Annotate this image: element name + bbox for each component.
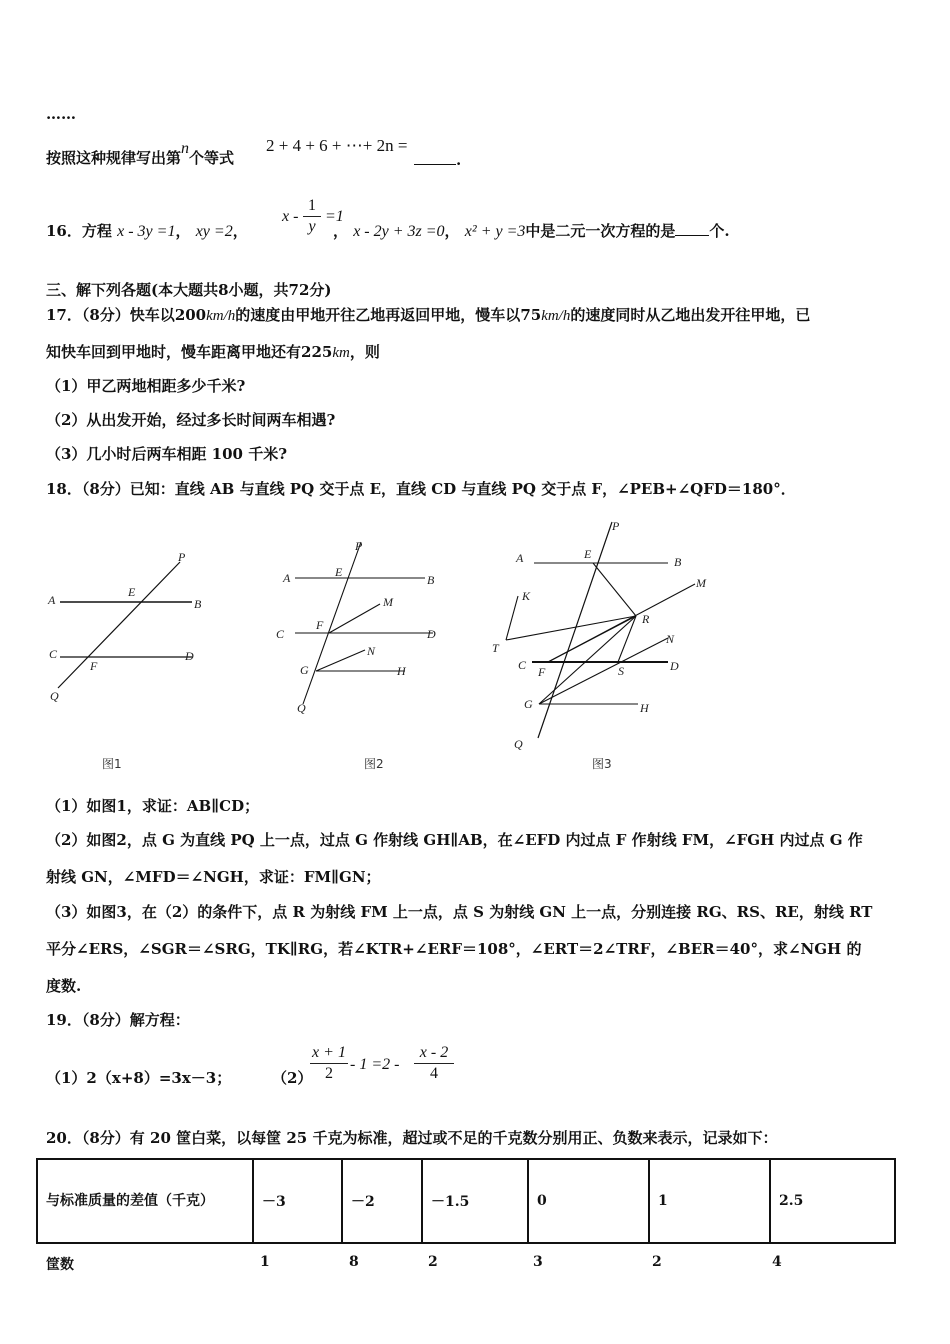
line-pq: [303, 542, 361, 704]
fraction-numerator: x + 1: [310, 1043, 348, 1064]
label-n: N: [666, 632, 675, 646]
label-p: P: [355, 539, 363, 553]
label-a: A: [48, 593, 56, 607]
label-b: B: [427, 573, 435, 587]
table-row: [37, 1159, 895, 1243]
label-g: G: [300, 663, 309, 677]
label-d: D: [185, 649, 194, 663]
label-h: H: [640, 701, 649, 715]
q19-fraction-2: [414, 1043, 454, 1084]
count-cell: 2: [428, 1254, 438, 1270]
fraction-numerator: 1: [303, 196, 321, 217]
q16-eq2: xy =2: [195, 223, 233, 240]
table-cell: 1: [649, 1159, 770, 1243]
table-cell: 2.5: [770, 1159, 895, 1243]
q17-sub1: （1）甲乙两地相距多少千米?: [46, 377, 246, 395]
q17-unit: km/h: [541, 308, 571, 324]
q19-eq2-middle: - 1 =2 -: [350, 1056, 400, 1073]
label-e: E: [128, 585, 136, 599]
label-f: F: [90, 659, 98, 673]
q19-stem: 19．（8分）解方程：: [46, 1011, 190, 1029]
section-heading: 三、解下列各题(本大题共8小题，共72分): [46, 281, 332, 299]
q16-prefix: 16．方程: [46, 222, 112, 240]
line-pq: [538, 522, 612, 738]
label-t: T: [492, 641, 499, 655]
q18-sub3-line3: 度数.: [46, 977, 82, 995]
q18-sub2-line2: 射线 GN，∠MFD＝∠NGH，求证：FM∥GN；: [46, 868, 381, 886]
q16-eq3-fraction: [303, 196, 321, 237]
q17-text: 的速度同时从乙地出发开往甲地，已: [570, 306, 811, 324]
figure-1-caption: 图1: [102, 757, 122, 771]
q19-eq2-label: （2）: [272, 1069, 313, 1087]
count-label: 筐数: [46, 1257, 74, 1273]
figure-3: [480, 512, 730, 775]
q18-sub2-line1: （2）如图2，点 G 为直线 PQ 上一点，过点 G 作射线 GH∥AB，在∠EFD 内过点 F 作射线 FM，∠FGH 内过点 G 作: [46, 831, 863, 849]
count-cell: 4: [772, 1254, 782, 1270]
fraction-denominator: y: [308, 218, 316, 235]
q16-eq1: x - 3y =1: [117, 223, 176, 240]
fraction-denominator: 2: [325, 1065, 333, 1082]
count-cell: 8: [349, 1254, 359, 1270]
pattern-n: n: [181, 140, 190, 157]
label-p: P: [178, 550, 186, 564]
q18-stem: 18．（8分）已知：直线 AB 与直线 PQ 交于点 E，直线 CD 与直线 PQ 交于点 F，∠PEB+∠QFD＝180°．: [46, 480, 796, 498]
segment-rg: [539, 616, 636, 704]
pattern-answer-blank: [414, 150, 461, 170]
table-header-cell: 与标准质量的差值（千克）: [37, 1159, 253, 1243]
q16-end: 个.: [709, 222, 730, 240]
q17-text: 17．（8分）快车以: [46, 306, 175, 324]
segment-re: [593, 563, 636, 616]
blank-line: [675, 221, 709, 236]
label-q: Q: [297, 701, 306, 715]
label-h: H: [397, 664, 406, 678]
count-cell: 3: [533, 1254, 543, 1270]
data-table: [36, 1158, 896, 1244]
label-q: Q: [50, 689, 59, 703]
segment-rf: [548, 616, 636, 662]
q16-sep: ，: [232, 222, 248, 240]
label-m: M: [383, 595, 393, 609]
figure-2-caption: 图2: [364, 757, 384, 771]
q16-sep: ，: [175, 222, 191, 240]
q17-text: 的速度由甲地开往乙地再返回甲地，慢车以: [235, 306, 521, 324]
q17-text: ，则: [349, 343, 380, 361]
label-r: R: [642, 612, 650, 626]
blank-line: [414, 150, 456, 165]
label-q: Q: [514, 737, 523, 751]
label-e: E: [335, 565, 343, 579]
label-g: G: [524, 697, 533, 711]
q18-sub3-line2: 平分∠ERS，∠SGR＝∠SRG，TK∥RG，若∠KTR+∠ERF＝108°，∠ERT＝2∠TRF，∠BER＝40°，求∠NGH 的: [46, 940, 862, 958]
q17-line2: [46, 342, 380, 363]
q19-eq1: （1）2（x+8）=3x－3；: [46, 1069, 232, 1087]
q16-line: [46, 221, 730, 242]
pattern-expression: 2 + 4 + 6 + ⋯+ 2n =: [266, 136, 408, 155]
ellipsis: ……: [46, 105, 76, 123]
q20-stem: 20．（8分）有 20 筐白菜，以每筐 25 千克为标准，超过或不足的千克数分别用正、负数来表示，记录如下：: [46, 1129, 778, 1147]
label-s: S: [618, 664, 624, 678]
label-b: B: [674, 555, 682, 569]
ray-fm: [329, 604, 380, 633]
q18-sub3-line1: （3）如图3，在（2）的条件下，点 R 为射线 FM 上一点，点 S 为射线 GN 上一点，分别连接 RG、RS、RE，射线 RT: [46, 903, 873, 921]
q17-speed-slow: 75: [520, 306, 542, 324]
fraction-numerator: x - 2: [414, 1043, 454, 1064]
label-b: B: [194, 597, 202, 611]
label-m: M: [696, 576, 706, 590]
label-k: K: [522, 589, 531, 603]
q19-fraction-1: [310, 1043, 348, 1084]
label-c: C: [49, 647, 58, 661]
q16-eq3-left: x -: [282, 208, 299, 225]
count-cell: 2: [652, 1254, 662, 1270]
table-cell: －2: [342, 1159, 422, 1243]
figure-3-caption: 图3: [592, 757, 612, 771]
q17-sub3: （3）几小时后两车相距 100 千米?: [46, 445, 287, 463]
figure-2: [265, 532, 465, 775]
table-cell: 0: [528, 1159, 649, 1243]
label-a: A: [516, 551, 524, 565]
figure-1: [30, 540, 230, 775]
q16-eq3-right: =1: [325, 208, 344, 225]
q17-sub2: （2）从出发开始，经过多长时间两车相遇?: [46, 411, 336, 429]
ray-rt: [506, 616, 636, 640]
q17-text: 知快车回到甲地时，慢车距离甲地还有: [46, 343, 302, 361]
pattern-mid: 个等式: [189, 149, 235, 167]
count-cell: 1: [260, 1254, 270, 1270]
pattern-end: .: [456, 151, 462, 169]
label-d: D: [427, 627, 436, 641]
q16-sep: ，: [332, 222, 348, 240]
q18-sub1: （1）如图1，求证：AB∥CD；: [46, 797, 260, 815]
ray-gn: [316, 650, 365, 671]
q17-distance: 225: [301, 343, 333, 361]
label-p: P: [612, 519, 620, 533]
table-cell: －1.5: [422, 1159, 528, 1243]
label-e: E: [584, 547, 592, 561]
label-c: C: [276, 627, 285, 641]
q17-distance-unit: km: [332, 345, 350, 361]
ray-tk: [506, 596, 518, 640]
q17-speed-fast: 200: [174, 306, 207, 324]
label-c: C: [518, 658, 527, 672]
label-f: F: [316, 618, 324, 632]
pattern-prefix: 按照这种规律写出第: [46, 149, 182, 167]
ray-gn: [539, 638, 668, 704]
q17-unit: km/h: [206, 308, 236, 324]
table-cell: －3: [253, 1159, 342, 1243]
fraction-denominator: 4: [430, 1065, 438, 1082]
label-d: D: [670, 659, 679, 673]
q16-eq4: x - 2y + 3z =0: [353, 223, 445, 240]
q16-sep: ，: [444, 222, 460, 240]
label-a: A: [283, 571, 291, 585]
label-f: F: [538, 665, 546, 679]
q17-line1: [46, 305, 810, 326]
q16-eq5: x² + y =3: [464, 223, 526, 240]
q16-suffix: 中是二元一次方程的是: [525, 222, 676, 240]
label-n: N: [367, 644, 376, 658]
pattern-prompt: [46, 140, 235, 169]
line-pq: [58, 562, 180, 688]
